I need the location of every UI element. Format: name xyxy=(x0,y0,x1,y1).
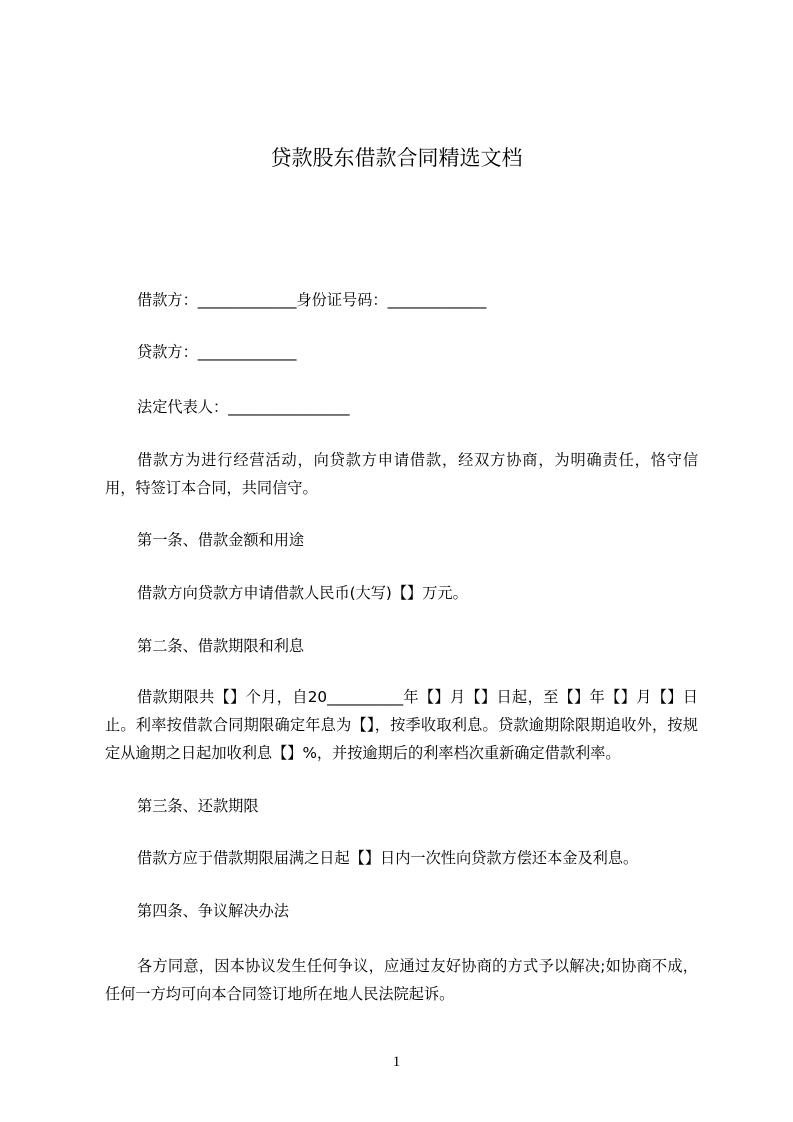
article-2-heading: 第二条、借款期限和利息 xyxy=(137,637,305,655)
article-4-heading: 第四条、争议解决办法 xyxy=(137,902,289,920)
borrower-line: 借款方：_____________身份证号码：_____________ xyxy=(137,291,487,309)
lender-line: 贷款方：_____________ xyxy=(137,343,297,361)
article-2-body: 借款期限共【】个月，自20__________年【】月【】日起，至【】年【】月【】日止。利率按借款合同期限确定年息为【】，按季收取利息。贷款逾期除限期追收外，按规定从逾期之日起加收利息【】%，并按逾期后的利率档次重新确定借款利率。 xyxy=(105,688,698,762)
article-4-body: 各方同意，因本协议发生任何争议，应通过友好协商的方式予以解决;如协商不成，任何一方均可向本合同签订地所在地人民法院起诉。 xyxy=(105,957,698,1003)
page-number: 1 xyxy=(392,1054,401,1070)
article-3-heading: 第三条、还款期限 xyxy=(137,797,259,815)
article-1-heading: 第一条、借款金额和用途 xyxy=(137,531,305,549)
article-1-body: 借款方向贷款方申请借款人民币(大写)【】万元。 xyxy=(137,584,468,602)
document-title: 贷款股东借款合同精选文档 xyxy=(270,146,523,170)
article-3-body: 借款方应于借款期限届满之日起【】日内一次性向贷款方偿还本金及利息。 xyxy=(137,849,639,867)
legal-representative-line: 法定代表人：________________ xyxy=(137,398,350,416)
preamble-paragraph: 借款方为进行经营活动，向贷款方申请借款，经双方协商，为明确责任，恪守信用，特签订本合同，共同信守。 xyxy=(105,451,698,497)
